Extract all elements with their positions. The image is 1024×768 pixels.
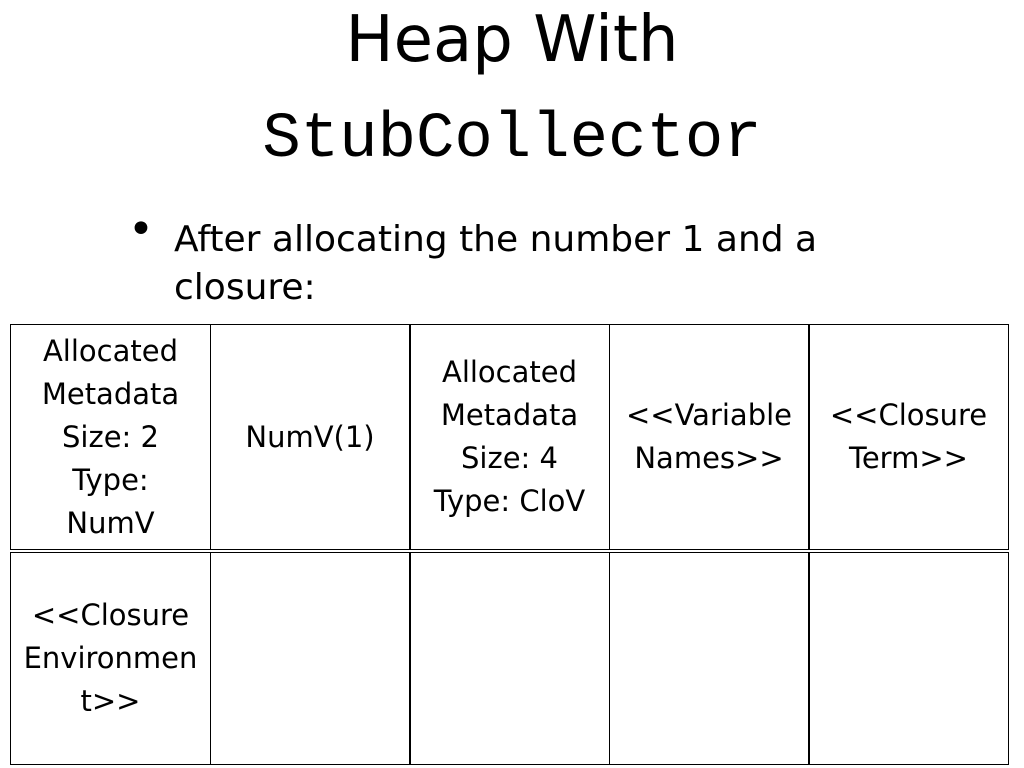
heap-cell [10, 324, 211, 550]
slide-title: Heap With [345, 3, 679, 77]
bullet-marker: • [128, 204, 154, 255]
heap-cell [10, 552, 211, 765]
heap-cell [409, 552, 610, 765]
heap-cell [210, 552, 411, 765]
heap-cell [210, 324, 411, 550]
heap-cell-text: NumV(1) [245, 419, 375, 454]
heap-cell-text: <<Variable Names>> [625, 398, 792, 475]
heap-row-2 [10, 552, 1015, 765]
heap-cell-text: <<Closure Environmen t>> [23, 598, 198, 718]
heap-cell [808, 552, 1009, 765]
heap-cell-text: <<Closure Term>> [829, 398, 988, 475]
heap-row-1 [10, 324, 1015, 550]
slide-title-code: StubCollector [262, 104, 762, 176]
heap-cell-text: Allocated Metadata Size: 4 Type: CloV [433, 355, 586, 518]
heap-cell [609, 552, 810, 765]
heap-cell [409, 324, 610, 550]
heap-cell-text: Allocated Metadata Size: 2 Type: NumV [41, 333, 180, 540]
heap-cell [808, 324, 1009, 550]
bullet-text: After allocating the number 1 and a closure: [174, 219, 818, 308]
heap-cell [609, 324, 810, 550]
